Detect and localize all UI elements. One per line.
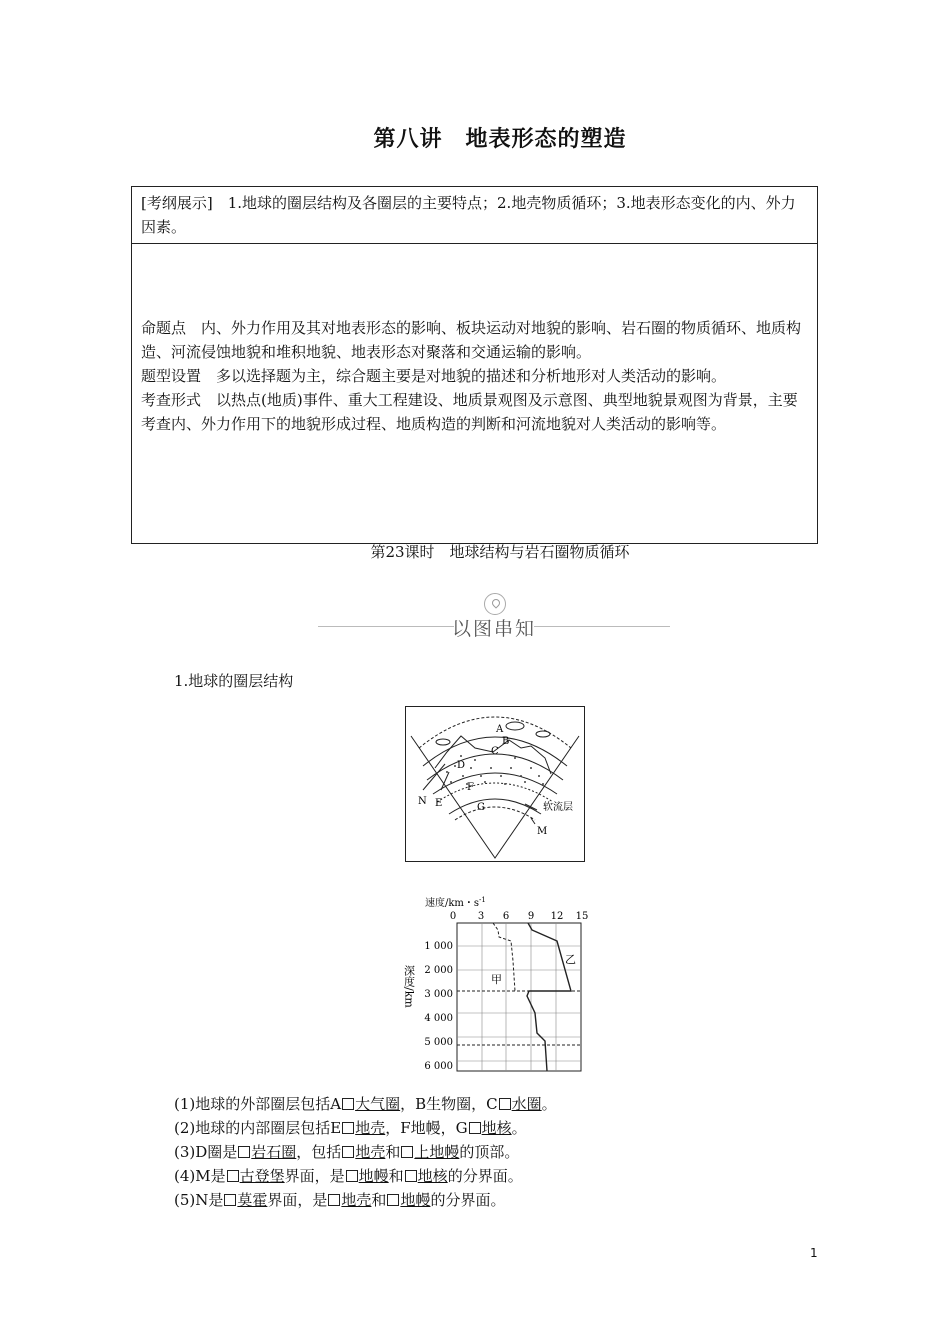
svg-text:2 000: 2 000 [424, 965, 453, 976]
p-wave-curve [527, 923, 571, 1071]
curve-label-yi: 乙 [565, 953, 576, 966]
label-F: F [467, 782, 474, 793]
label-A: A [496, 724, 504, 735]
svg-text:1 000: 1 000 [424, 941, 453, 952]
lesson-title: 第23课时 地球结构与岩石圈物质循环 [370, 543, 630, 561]
x-tick-labels [450, 911, 589, 922]
label-M: M [537, 826, 548, 837]
svg-text:9: 9 [527, 911, 535, 922]
label-B: B [502, 736, 510, 747]
question-4: (4)M是 古登堡界面，是 地幔和 地核的分界面。 [174, 1167, 523, 1185]
divider-left [318, 626, 454, 627]
question-2: (2)地球的内部圈层包括E 地壳，F地幔，G 地核。 [174, 1119, 527, 1137]
svg-text:4 000: 4 000 [424, 1013, 453, 1024]
outline-box [131, 186, 818, 244]
svg-text:15: 15 [575, 911, 589, 922]
heading-earth-layers: 1.地球的圈层结构 [174, 672, 294, 690]
label-C: C [491, 746, 499, 757]
mingti-text: 命题点 内、外力作用及其对地表形态的影响、板块运动对地貌的影响、岩石圈的物质循环、地质构造、河流侵蚀地貌和堆积地貌、地表形态对聚落和交通运输的影响。 [141, 319, 802, 361]
svg-text:3: 3 [477, 911, 485, 922]
page-title: 第八讲 地表形态的塑造 [373, 126, 627, 152]
question-3: (3)D圈是 岩石圈，包括 地壳和 上地幔的顶部。 [174, 1143, 520, 1161]
section-title: 以图串知 [451, 618, 536, 640]
question-5: (5)N是 莫霍界面，是 地壳和 地幔的分界面。 [174, 1191, 506, 1209]
label-asthenosphere: 软流层 [543, 802, 573, 813]
svg-text:6: 6 [502, 911, 510, 922]
earth-structure-diagram [405, 706, 585, 862]
location-pin-icon [484, 593, 506, 615]
label-E: E [435, 798, 443, 809]
tixing-text: 题型设置 多以选择题为主，综合题主要是对地貌的描述和分析地形对人类活动的影响。 [141, 367, 727, 385]
label-N: N [418, 796, 427, 807]
page-number: 1 [810, 1246, 818, 1260]
svg-text:12: 12 [550, 911, 564, 922]
section-header [318, 593, 670, 643]
label-G: G [477, 802, 485, 813]
x-axis-label: 速度/km・$s^{-1}$ [425, 896, 486, 909]
y-tick-labels [424, 941, 453, 1072]
label-D: D [457, 760, 466, 771]
curve-label-jia: 甲 [491, 973, 502, 986]
svg-text:6 000: 6 000 [424, 1061, 453, 1072]
exam-info-box [131, 243, 818, 544]
svg-text:0: 0 [449, 911, 457, 922]
svg-text:5 000: 5 000 [424, 1037, 453, 1048]
y-axis-label: 深度/km [402, 965, 416, 1008]
outline-text: [考纲展示] 1.地球的圈层结构及各圈层的主要特点；2.地壳物质循环；3.地表形态变化的内、外力因素。 [141, 194, 796, 236]
svg-text:3 000: 3 000 [424, 989, 453, 1000]
question-1: (1)地球的外部圈层包括A 大气圈，B生物圈，C 水圈。 [174, 1095, 557, 1113]
kaocha-text: 考查形式 以热点(地质)事件、重大工程建设、地质景观图及示意图、典型地貌景观图为背景，主要考查内、外力作用下的地貌形成过程、地质构造的判断和河流地貌对人类活动的影响等。 [141, 391, 798, 433]
divider-right [534, 626, 670, 627]
seismic-wave-chart [395, 893, 595, 1083]
